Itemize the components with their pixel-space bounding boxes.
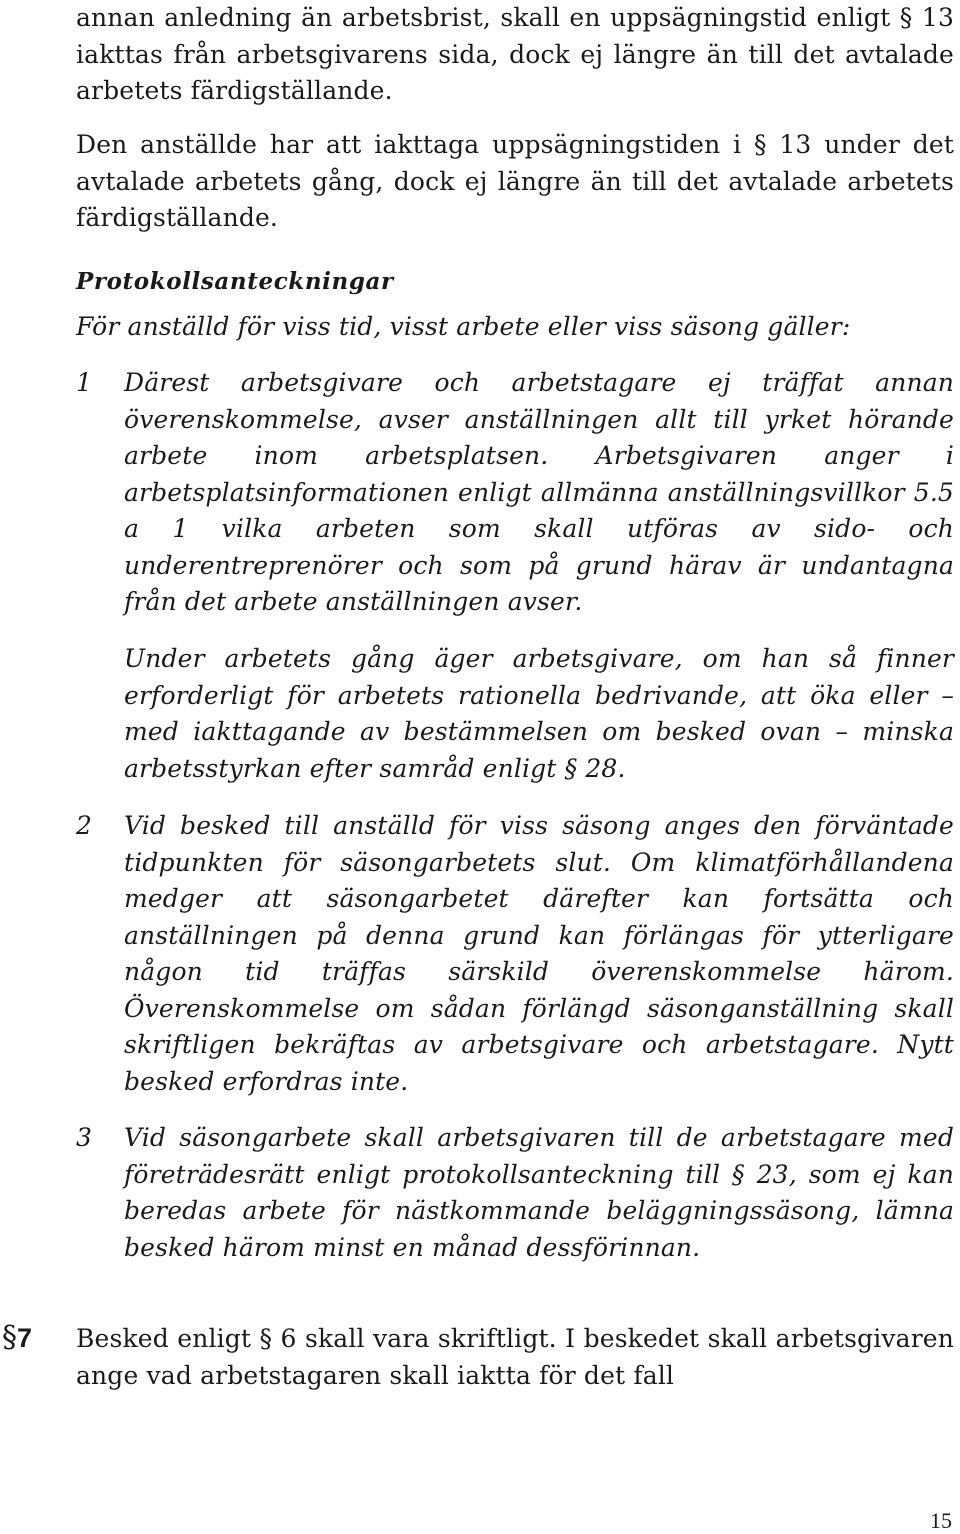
section-number: 7 xyxy=(17,1323,33,1353)
paragraph-notice-period: annan anledning än arbetsbrist, skall en uppsägningstid enligt § 13 iakttas från arbetsgivarens sida, dock ej längre än till det avtalade arbetets färdigställande. xyxy=(76,3,954,105)
page-number: 15 xyxy=(930,1508,952,1533)
protocol-intro: För anställd för viss tid, visst arbete eller viss säsong gäller: xyxy=(76,312,851,341)
section-7-label xyxy=(2,1320,32,1356)
protocol-item-text: Vid besked till anställd för viss säsong anges den förväntade tidpunkten för säsongarbetets slut. Om klimatförhållandena medger att säsongarbetet därefter kan fortsätta och anställningen på denna grund kan förlängas för ytterligare någon tid träffas särskild överenskommelse härom. Överenskommelse om sådan förlängd säsonganställning skall skriftligen bekräftas av arbetsgivare och arbetstagare. Nytt besked erfordras inte. xyxy=(124,811,954,1096)
item-number: 2 xyxy=(76,811,92,840)
section-symbol: § xyxy=(2,1320,17,1355)
protocol-item-text: Vid säsongarbete skall arbetsgivaren till de arbetstagare med företrädesrätt enligt protokollsanteckning till § 23, som ej kan beredas arbete för nästkommande beläggningssäsong, lämna besked härom minst en månad dessförinnan. xyxy=(124,1123,954,1262)
section-7-text: Besked enligt § 6 skall vara skriftligt. I beskedet skall arbetsgivaren ange vad arbetstagaren skall iaktta för det fall xyxy=(76,1324,954,1390)
protocol-item-extra: Under arbetets gång äger arbetsgivare, om han så finner erforderligt för arbetets rationella bedrivande, att öka eller – med iakttagande av bestämmelsen om besked ovan – minska arbetsstyrkan efter samråd enligt § 28. xyxy=(124,644,954,783)
protocol-heading: Protokollsanteckningar xyxy=(76,268,394,295)
item-number: 1 xyxy=(76,368,92,397)
item-number: 3 xyxy=(76,1123,92,1152)
protocol-item-text: Därest arbetsgivare och arbetstagare ej träffat annan överenskommelse, avser anställningen allt till yrket hörande arbete inom arbetsplatsen. Arbetsgivaren anger i arbetsplatsinformationen enligt allmänna anställningsvillkor 5.5 a 1 vilka arbeten som skall utföras av sido- och underentreprenörer och som på grund härav är undantagna från det arbete anställningen avser. xyxy=(124,368,954,616)
paragraph-employee-notice: Den anställde har att iakttaga uppsägningstiden i § 13 under det avtalade arbetets gång, dock ej längre än till det avtalade arbetets färdigställande. xyxy=(76,130,954,232)
